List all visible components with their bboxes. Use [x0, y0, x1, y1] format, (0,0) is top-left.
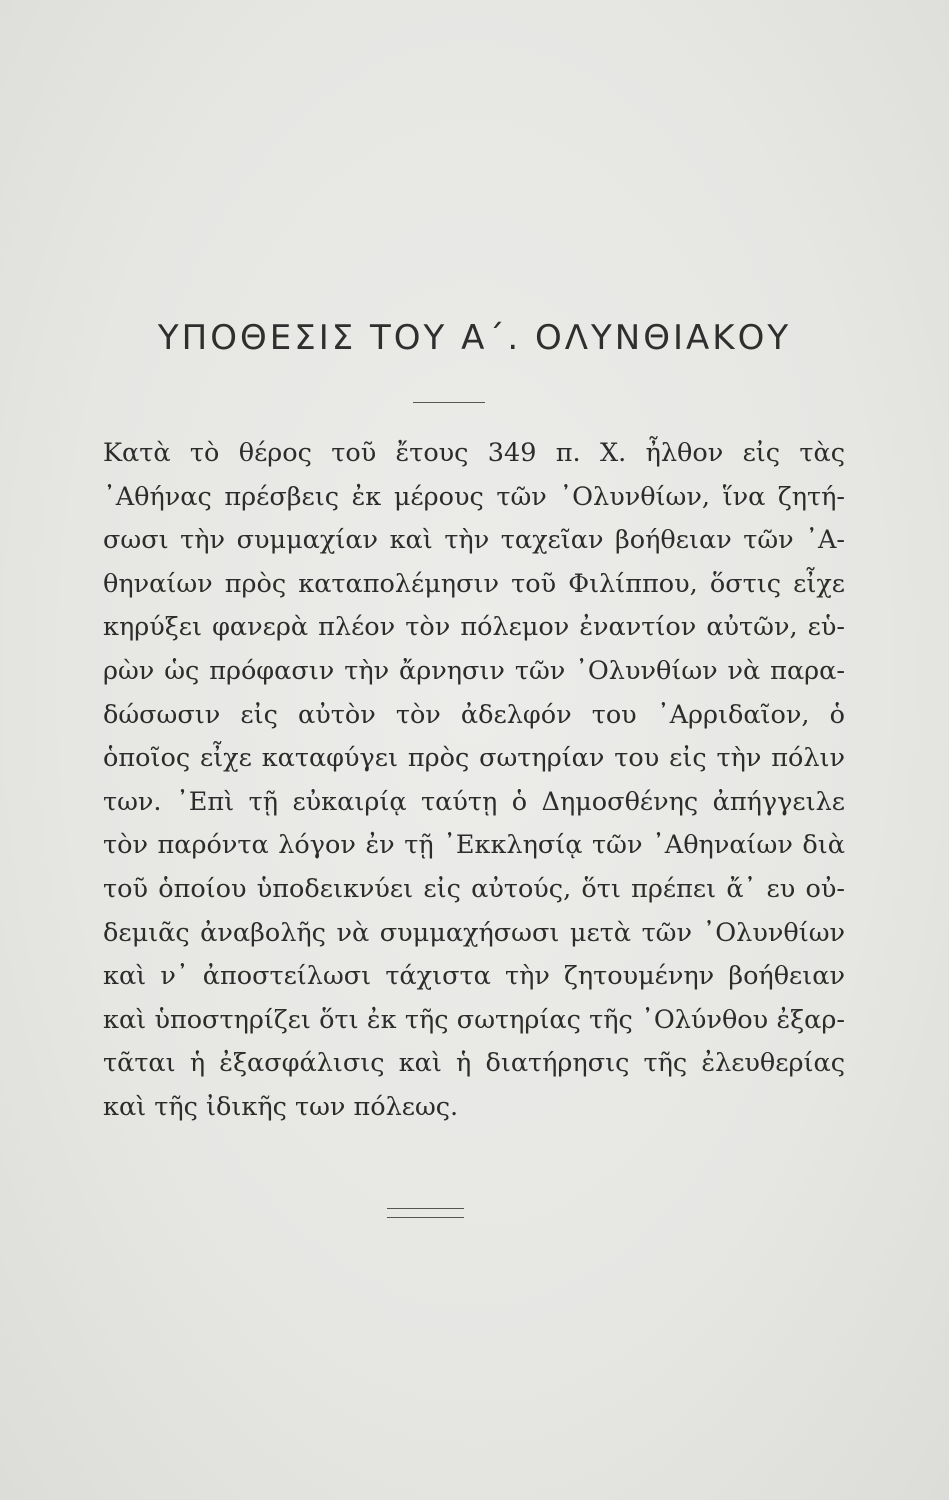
text-line: σωσι τὴν συμμαχίαν καὶ τὴν ταχεῖαν βοήθειαν τῶν ᾿Α-	[103, 525, 845, 556]
text-line: ὁποῖος εἶχε καταφύγει πρὸς σωτηρίαν του εἰς τὴν πόλιν	[103, 743, 845, 774]
text-line: κηρύξει φανερὰ πλέον τὸν πόλεμον ἐναντίον αὐτῶν, εὑ-	[103, 612, 845, 643]
end-divider-line	[387, 1217, 464, 1218]
end-divider	[387, 1208, 464, 1218]
text-line: των. ᾿Επὶ τῇ εὐκαιρίᾳ ταύτῃ ὁ Δημοσθένης ἀπήγγειλε	[103, 786, 845, 817]
summary-paragraph	[103, 432, 845, 1130]
text-line: καὶ ὑποστηρίζει ὅτι ἐκ τῆς σωτηρίας τῆς ᾿Ολύνθου ἐξαρ-	[103, 1004, 845, 1035]
page-title: ΥΠΟΘΕΣΙΣ ΤΟΥ Α΄. ΟΛΥΝΘΙΑΚΟΥ	[157, 318, 792, 358]
text-line: ρὼν ὡς πρόφασιν τὴν ἄρνησιν τῶν ᾿Ολυνθίων νὰ παρα-	[103, 655, 845, 686]
text-line: τὸν παρόντα λόγον ἐν τῇ ᾿Εκκλησίᾳ τῶν ᾿Αθηναίων διὰ	[103, 830, 845, 861]
text-line: καὶ ν᾿ ἀποστείλωσι τάχιστα τὴν ζητουμένην βοήθειαν	[103, 961, 845, 992]
text-line: Κατὰ τὸ θέρος τοῦ ἔτους 349 π. Χ. ἦλθον εἰς τὰς	[103, 438, 845, 468]
text-line: δώσωσιν εἰς αὐτὸν τὸν ἀδελφόν του ᾿Αρριδαῖον, ὁ	[103, 699, 845, 730]
end-divider-line	[387, 1208, 464, 1209]
text-line: τᾶται ἡ ἐξασφάλισις καὶ ἡ διατήρησις τῆς ἐλευθερίας	[103, 1048, 845, 1079]
text-line: τοῦ ὁποίου ὑποδεικνύει εἰς αὐτούς, ὅτι πρέπει ἄ᾿ ευ οὐ-	[103, 873, 845, 904]
text-line: καὶ τῆς ἰδικῆς των πόλεως.	[103, 1091, 459, 1122]
text-line: ᾿Αθήνας πρέσβεις ἐκ μέρους τῶν ᾿Ολυνθίων, ἵνα ζητή-	[103, 481, 845, 512]
text-line: θηναίων πρὸς καταπολέμησιν τοῦ Φιλίππου, ὅστις εἶχε	[103, 568, 845, 599]
title-divider	[413, 402, 485, 403]
text-line: δεμιᾶς ἀναβολῆς νὰ συμμαχήσωσι μετὰ τῶν ᾿Ολυνθίων	[103, 917, 845, 948]
